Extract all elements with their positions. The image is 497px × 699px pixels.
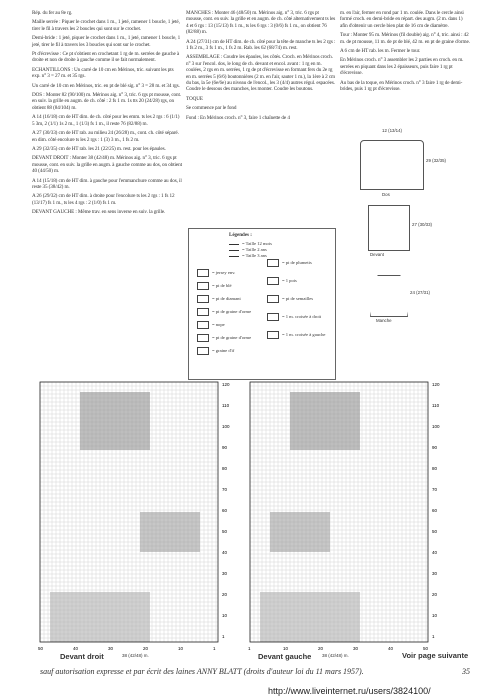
voir-page-suivante: Voir page suivante (402, 651, 469, 660)
x-tick-label: 40 (73, 646, 79, 651)
y-tick-label: 10 (222, 613, 228, 618)
paragraph: A 26 (29/32) cm de HT dim. à droite pour l'encolure ts les 2 rgs : 1 fs 12 (13/17) fs 1 m., ts les 4 rgs : 2 (1/0) fs 1 m. (32, 193, 175, 206)
page-number: 35 (462, 667, 470, 676)
pattern-block (290, 392, 360, 450)
y-tick-label: 40 (432, 550, 438, 555)
source-url: http://www.liveinternet.ru/users/3824100/ (268, 686, 431, 696)
y-tick-label: 90 (222, 445, 228, 450)
legend-item: = 1 m. croisée à droit (267, 313, 321, 321)
x-tick-label: 40 (388, 646, 394, 651)
y-tick-label: 60 (432, 508, 438, 513)
legend-item: = pt de plumetis (267, 259, 312, 267)
y-tick-label: 110 (222, 403, 230, 408)
y-tick-label: 70 (222, 487, 228, 492)
y-tick-label: 10 (432, 613, 438, 618)
x-tick-label: 30 (353, 646, 359, 651)
paragraph: m. en l'air, fermer en rond par 1 m. coulée. Dans le cercle ainsi formé croch. en demi-bride en répart. des augm. (2 m. dans 1) afin d'obtenir un cercle bien plat de 16 cm de diamètre. (340, 10, 464, 29)
y-tick-label: 1 (222, 634, 225, 639)
y-tick-label: 90 (432, 445, 438, 450)
y-tick-label: 20 (432, 592, 438, 597)
paragraph: Demi-bride : 1 jeté, piquer le crochet dans 1 m., 1 jeté, ramener 1 boucle, 1 jeté, tirer le fil à travers les 3 boucles qui sont sur le crochet. (32, 35, 181, 48)
x-tick-label: 30 (108, 646, 114, 651)
x-tick-label: 10 (283, 646, 289, 651)
paragraph: DEVANT GAUCHE : Même trav. en sens inverse en suiv. la grille. (32, 209, 166, 216)
y-tick-label: 40 (222, 550, 228, 555)
legend-item: = pt de semailles (267, 295, 313, 303)
y-tick-label: 100 (222, 424, 230, 429)
y-tick-label: 120 (432, 382, 440, 387)
knitting-charts (0, 372, 497, 662)
legend-item: = pt de diamant (197, 295, 241, 303)
paragraph: A 14 (16/18) cm de HT dim. de ch. côté pour les emm. ts les 2 rgs : 6 (1/1) 5 3m, 2 (1/1) 1s 2 m., 1 (1/3) fs 1 m., il reste 76 (82/88) m. (32, 114, 180, 127)
paragraph: Fond : En Mérinos croch. n° 3, faire 1 chaînette de 4 (186, 114, 290, 121)
y-tick-label: 30 (432, 571, 438, 576)
paragraph: A 24 (27/31) cm de HT dim. de ch. côté pour la tête de manche ts les 2 rgs : 1 fs 2 m., 3 fs 1 m., 1 fs 2 m. Rab. les 62 (68/74) m. rest. (186, 38, 336, 52)
x-tick-label: 10 (178, 646, 184, 651)
y-tick-label: 1 (432, 634, 435, 639)
legend-item: = pt de graine d'orme (197, 308, 251, 316)
legend-size-item: = Taille 2 ans (229, 247, 267, 253)
y-tick-label: 120 (222, 382, 230, 387)
pattern-block (260, 592, 360, 642)
x-tick-label: 20 (143, 646, 149, 651)
paragraph: Se commence par le fond (186, 105, 237, 112)
paragraph: Maille serrée : Piquer le crochet dans 1 m., 1 jeté, ramener 1 boucle, 1 jeté, tirer le fil à travers les 2 boucles qui sont sur le crochet. (32, 19, 180, 32)
instructions-column-2 (186, 10, 336, 124)
paragraph: ASSEMBLAGE : Coudre les épaules, les côtés. Croch. en Mérinos croch. n° 3 sur l'encol. dos, le long de ch. devant et encol. avant : 1 rg en m. coulées, 2 rgs en m. serrées, 1 rg de pt d'écrevisse en formant fers du 2e rg en m. serrées 5 (6/6) boutonnières (2 m. en l'air, sauter 1 m.), la 1ère à 2 cm du bas, la 5e (6e/6e) au niveau de l'encol., les 3 (4/4) autres régul. espacées. Coudre le dessous des manches, les monter. Coudre les boutons. (186, 54, 335, 93)
y-tick-label: 110 (432, 403, 440, 408)
legend-item: = graine d'if (197, 347, 234, 355)
pattern-block (270, 512, 330, 552)
y-tick-label: 80 (222, 466, 228, 471)
chart-left-width: 38 (42/48) m. (122, 653, 149, 658)
legend-box (188, 228, 336, 380)
legend-size-item: = Taille 12 mois (229, 241, 272, 247)
paragraph: Rép. du fer au 8e rg. (32, 10, 73, 16)
paragraph: A 29 (32/35) cm de HT rab. les 21 (22/25) m. rest. pour les épaules. (32, 145, 166, 152)
x-tick-label: 20 (318, 646, 324, 651)
paragraph: DEVANT DROIT : Monter 38 (42/48) m. Mérinos aig. n° 3, tric. 6 rgs pt mousse, cont. en suiv. la grille en augm. à gauche comme au dos, on obtient 40 (44/50) m. (32, 155, 182, 175)
chart-left-label: Devant droit (60, 652, 104, 661)
paragraph: Pt d'écrevisse : Ce pt s'obtient en crochetant 1 rg de m. serrées de gauche à droite et non de droite à gauche comme il se fait normalement. (32, 51, 180, 64)
y-tick-label: 50 (222, 529, 228, 534)
paragraph: A 27 (30/33) cm de HT rab. au milieu 24 (26/28) m., cont. ch. côté séparé. en dim. côté encolure ts les 2 rgs : 1 (3) 3 m., 1 fs 2 m. (32, 130, 179, 143)
chart-devant-droit (40, 382, 218, 642)
x-tick-label: 50 (423, 646, 429, 651)
legend-item: = 1 pois (267, 277, 297, 285)
y-tick-label: 80 (432, 466, 438, 471)
x-tick-label: 1 (213, 646, 216, 651)
copyright-footer: sauf autorisation expresse et par écrit des laines ANNY BLATT (droits d'auteur loi du 11 mars 1957). (40, 667, 364, 676)
y-tick-label: 70 (432, 487, 438, 492)
legend-item: = 1 m. croisée à gauche (267, 331, 325, 339)
legend-item: = jersey env. (197, 269, 235, 277)
pattern-block (140, 512, 200, 552)
chart-right-width: 38 (42/48) m. (322, 653, 349, 658)
legend-title: Légendes : (229, 233, 252, 238)
chart-devant-gauche (250, 382, 428, 642)
legend-size-item: = Taille 3 ans (229, 253, 267, 259)
pattern-block (50, 592, 150, 642)
paragraph: En Mérinos croch. n° 3 assembler les 2 parties en croch. en m. serrées en piquant dans les 2 épaisseurs, puis faire 1 rg pt d'écrevisse. (340, 57, 464, 77)
paragraph: DOS : Monter 82 (90/100) m. Mérinos aig. n° 3, tric. 6 rgs pt mousse, cont. en suiv. la grille en augm. de ch. côté : 2 fs 1 m. 1s tts 20 (24/28) rgs, on obtient 88 (84/104) m. (32, 92, 182, 111)
paragraph: Tour : Monter 95 m. Mérinos (fil double) aig. n° 4, tric. ainsi : 42 m. de pt mousse, 11 m. de pt de blé, 42 m. en pt de graine d'orme. (340, 32, 470, 45)
paragraph: A 6 cm de HT rab. les m. Fermer le tour. (340, 48, 421, 55)
y-tick-label: 20 (222, 592, 228, 597)
paragraph: A 14 (15/18) cm de HT dim. à gauche pour l'emmanchure comme au dos, il reste 35 (38/42) m. (32, 177, 182, 190)
chart-right-label: Devant gauche (258, 652, 312, 661)
legend-item: = pt de graine d'orme (197, 334, 251, 342)
y-tick-label: 30 (222, 571, 228, 576)
paragraph: TOQUE (186, 95, 203, 102)
paragraph: Un carré de 10 cm en Mérinos, tric. en pt de blé sig. n° 3 = 28 m. et 34 rgs. (32, 82, 180, 89)
legend-item: = nope (197, 321, 225, 329)
x-tick-label: 50 (38, 646, 44, 651)
paragraph: MANCHES : Monter 46 (48/50) m. Mérinos aig. n° 3, tric. 6 rgs pt mousse, cont. en suiv. la grille et en augm. de ch. côté alternativement ts les 4 et 6 rgs : 13 (15/13) fs 1 m., ts les 6 rgs : 3 (0/6) fs 1 m., on obtient 76 (82/88) m. (186, 10, 336, 36)
x-tick-label: 1 (248, 646, 251, 651)
y-tick-label: 60 (222, 508, 228, 513)
instructions-column-3 (340, 10, 470, 95)
y-tick-label: 50 (432, 529, 438, 534)
y-tick-label: 100 (432, 424, 440, 429)
pattern-block (80, 392, 150, 450)
instructions-column-1 (32, 10, 182, 219)
paragraph: Au bas de la toque, en Mérinos croch. n° 3 faire 1 rg de demi-brides, puis 1 rg pt d'écrevisse. (340, 79, 463, 93)
legend-item: = pt de blé (197, 282, 232, 290)
paragraph: ECHANTILLONS : Un carré de 10 cm en Mérinos, tric. suivant les pts exp. n° 3 = 27 m. et 35 rgs. (32, 66, 174, 80)
